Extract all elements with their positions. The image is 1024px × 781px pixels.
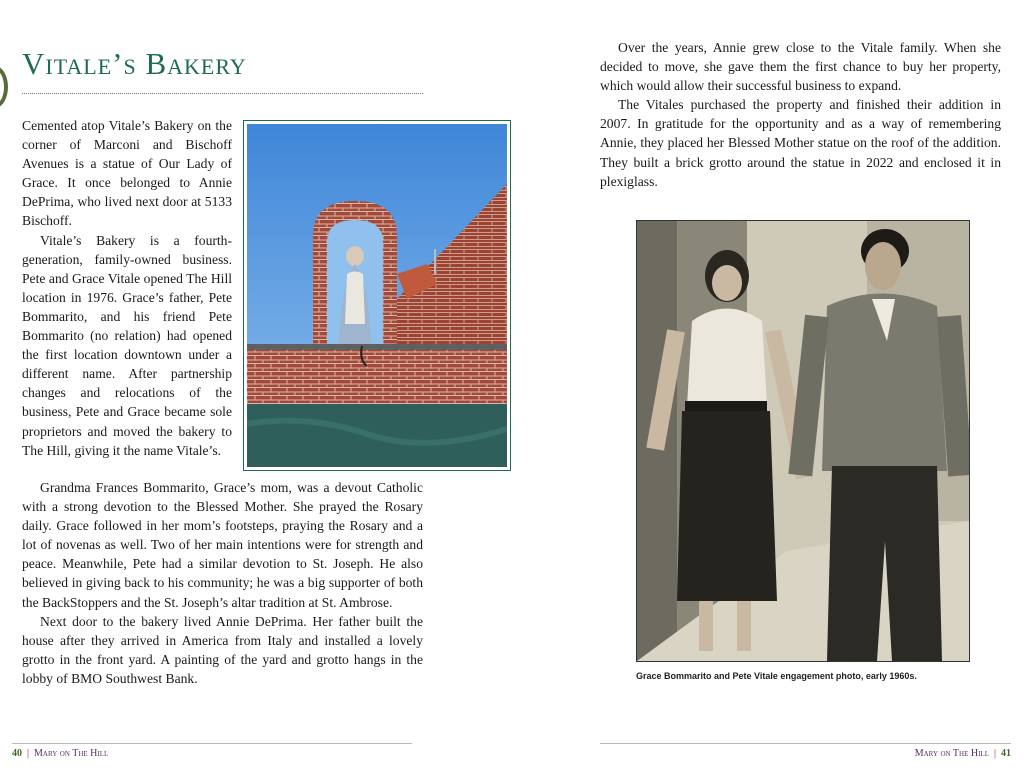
footer-divider — [600, 743, 1011, 744]
engagement-photo — [636, 220, 970, 662]
footer-right: Mary on The Hill | 41 — [914, 748, 1011, 759]
statue-grotto-image — [247, 124, 507, 467]
page-title: Vitale’s Bakery — [22, 46, 247, 81]
paragraph: Over the years, Annie grew close to the Vitale family. When she decided to move, she gave them the first chance to buy her property, which would allow their successful business to expand. — [600, 40, 1001, 94]
title-divider — [22, 93, 423, 94]
couple-photo-image — [637, 221, 969, 661]
statue-photo — [243, 120, 511, 471]
paragraph: Grandma Frances Bommarito, Grace’s mom, was a devout Catholic with a strong devotion to the Blessed Mother. She prayed the Rosary daily. Grace followed in her mom’s footsteps, praying the Rosary and a lot of novenas as well. Two of her main intentions were for strength and peace. Meanwhile, Pete had a similar devotion to St. Joseph. He also believed in giving back to his community; he was a big supporter of both the BackStoppers and the St. Joseph’s altar tradition at St. Ambrose. — [22, 480, 423, 610]
narrow-text-column — [22, 116, 232, 460]
decorative-ring — [0, 66, 8, 108]
page-number: 40 — [12, 748, 22, 759]
photo-caption: Grace Bommarito and Pete Vitale engagement photo, early 1960s. — [636, 671, 917, 681]
wide-text-column — [22, 478, 423, 688]
book-title: Mary on The Hill — [914, 748, 989, 759]
footer-divider — [12, 743, 412, 744]
paragraph: The Vitales purchased the property and finished their addition in 2007. In gratitude for the opportunity and as a way of remembering Annie, they placed her Blessed Mother statue on the roof of the addition. They built a brick grotto around the statue in 2022 and enclosed it in plexiglass. — [600, 97, 1001, 189]
right-text-column — [600, 38, 1001, 191]
paragraph: Vitale’s Bakery is a fourth-generation, family-owned business. Pete and Grace Vitale opened The Hill location in 1976. Grace’s father, Pete Bommarito, and his friend Pete Bommarito (no relation) had opened the first location downtown under a different name. After partnership changes and relocations of the business, Pete and Grace became sole proprietors and moved the bakery to The Hill, giving it the name Vitale’s. — [22, 232, 232, 458]
paragraph: Cemented atop Vitale’s Bakery on the corner of Marconi and Bischoff Avenues is a statue of Our Lady of Grace. It once belonged to Annie DePrima, who lived next door at 5133 Bischoff. — [22, 118, 232, 229]
book-title: Mary on The Hill — [34, 748, 109, 759]
footer-left: 40 | Mary on The Hill — [12, 748, 109, 759]
page-number: 41 — [1001, 748, 1011, 759]
paragraph: Next door to the bakery lived Annie DePrima. Her father built the house after they arrived in America from Italy and installed a lovely grotto in the front yard. A painting of the yard and grotto hangs in the lobby of BMO Southwest Bank. — [22, 613, 423, 686]
